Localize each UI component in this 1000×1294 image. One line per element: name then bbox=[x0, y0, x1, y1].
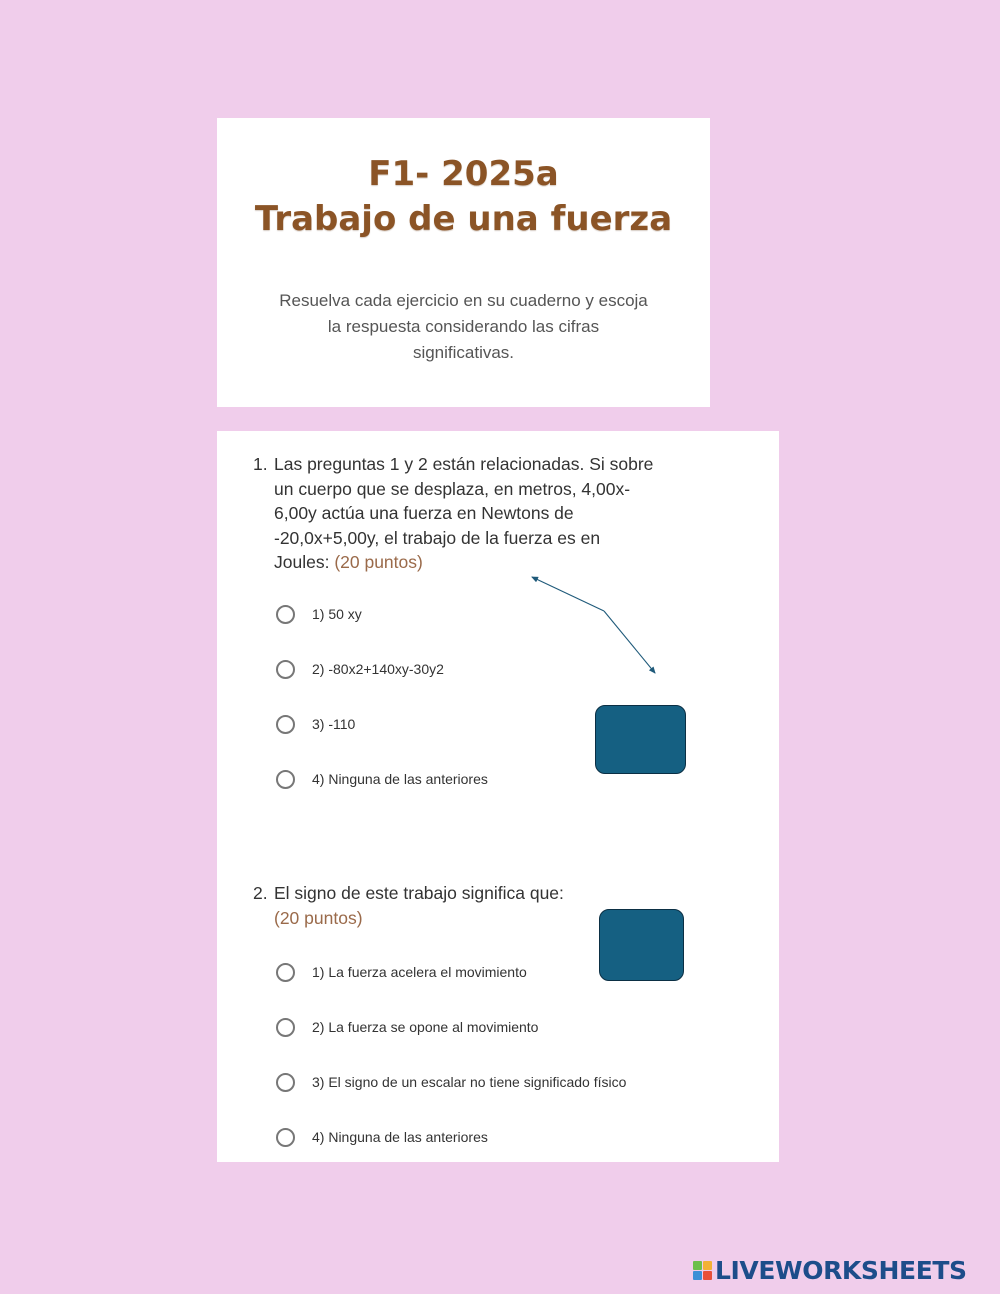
q2-option-4[interactable] bbox=[276, 1124, 488, 1150]
radio-button[interactable] bbox=[276, 1128, 295, 1147]
title-line-1: F1- 2025a bbox=[368, 154, 559, 194]
question-points: (20 puntos) bbox=[334, 552, 423, 572]
q1-option-1[interactable] bbox=[276, 601, 362, 627]
worksheet-title bbox=[217, 152, 710, 242]
q1-option-3[interactable] bbox=[276, 711, 355, 737]
question-prompt: Las preguntas 1 y 2 están relacionadas. Si sobre un cuerpo que se desplaza, en metros, 4,00x- 6,00y actúa una fuerza en Newtons de -20,0x+5,00y, el trabajo de la fuerza es en Joules: bbox=[274, 454, 654, 572]
option-label: 4) Ninguna de las anteriores bbox=[312, 1129, 488, 1145]
logo-block bbox=[693, 1271, 702, 1280]
answer-box-2[interactable] bbox=[599, 909, 684, 981]
option-label: 4) Ninguna de las anteriores bbox=[312, 771, 488, 787]
option-label: 3) -110 bbox=[312, 716, 356, 732]
header-card bbox=[217, 118, 710, 407]
q2-option-3[interactable] bbox=[276, 1069, 626, 1095]
question-prompt: El signo de este trabajo significa que: bbox=[274, 883, 564, 903]
question-points: (20 puntos) bbox=[274, 907, 363, 928]
radio-button[interactable] bbox=[276, 770, 295, 789]
questions-card bbox=[217, 431, 779, 1162]
option-label: 3) El signo de un escalar no tiene significado físico bbox=[312, 1074, 627, 1090]
title-line-2: Trabajo de una fuerza bbox=[254, 199, 673, 239]
question-number: 2. bbox=[253, 883, 268, 903]
radio-button[interactable] bbox=[276, 963, 295, 982]
q2-option-1[interactable] bbox=[276, 959, 527, 985]
q1-option-4[interactable] bbox=[276, 766, 488, 792]
brand-name: LIVEWORKSHEETS bbox=[715, 1255, 967, 1285]
logo-block bbox=[703, 1271, 712, 1280]
radio-button[interactable] bbox=[276, 605, 295, 624]
radio-button[interactable] bbox=[276, 1073, 295, 1092]
instructions-text: Resuelva cada ejercicio en su cuaderno y escoja la respuesta considerando las cifras significativas. bbox=[279, 291, 648, 362]
liveworksheets-logo bbox=[693, 1256, 967, 1284]
question-text bbox=[274, 452, 693, 575]
option-label: 2) La fuerza se opone al movimiento bbox=[312, 1019, 539, 1035]
q1-option-2[interactable] bbox=[276, 656, 444, 682]
logo-blocks-icon bbox=[693, 1261, 712, 1280]
radio-button[interactable] bbox=[276, 660, 295, 679]
option-label: 1) 50 xy bbox=[312, 606, 362, 622]
option-label: 2) -80x2+140xy-30y2 bbox=[312, 661, 444, 677]
logo-block bbox=[693, 1261, 702, 1270]
question-1 bbox=[253, 452, 693, 575]
logo-block bbox=[703, 1261, 712, 1270]
radio-button[interactable] bbox=[276, 1018, 295, 1037]
radio-button[interactable] bbox=[276, 715, 295, 734]
option-label: 1) La fuerza acelera el movimiento bbox=[312, 964, 527, 980]
q2-option-2[interactable] bbox=[276, 1014, 538, 1040]
question-number: 1. bbox=[253, 454, 268, 474]
answer-box-1[interactable] bbox=[595, 705, 686, 774]
